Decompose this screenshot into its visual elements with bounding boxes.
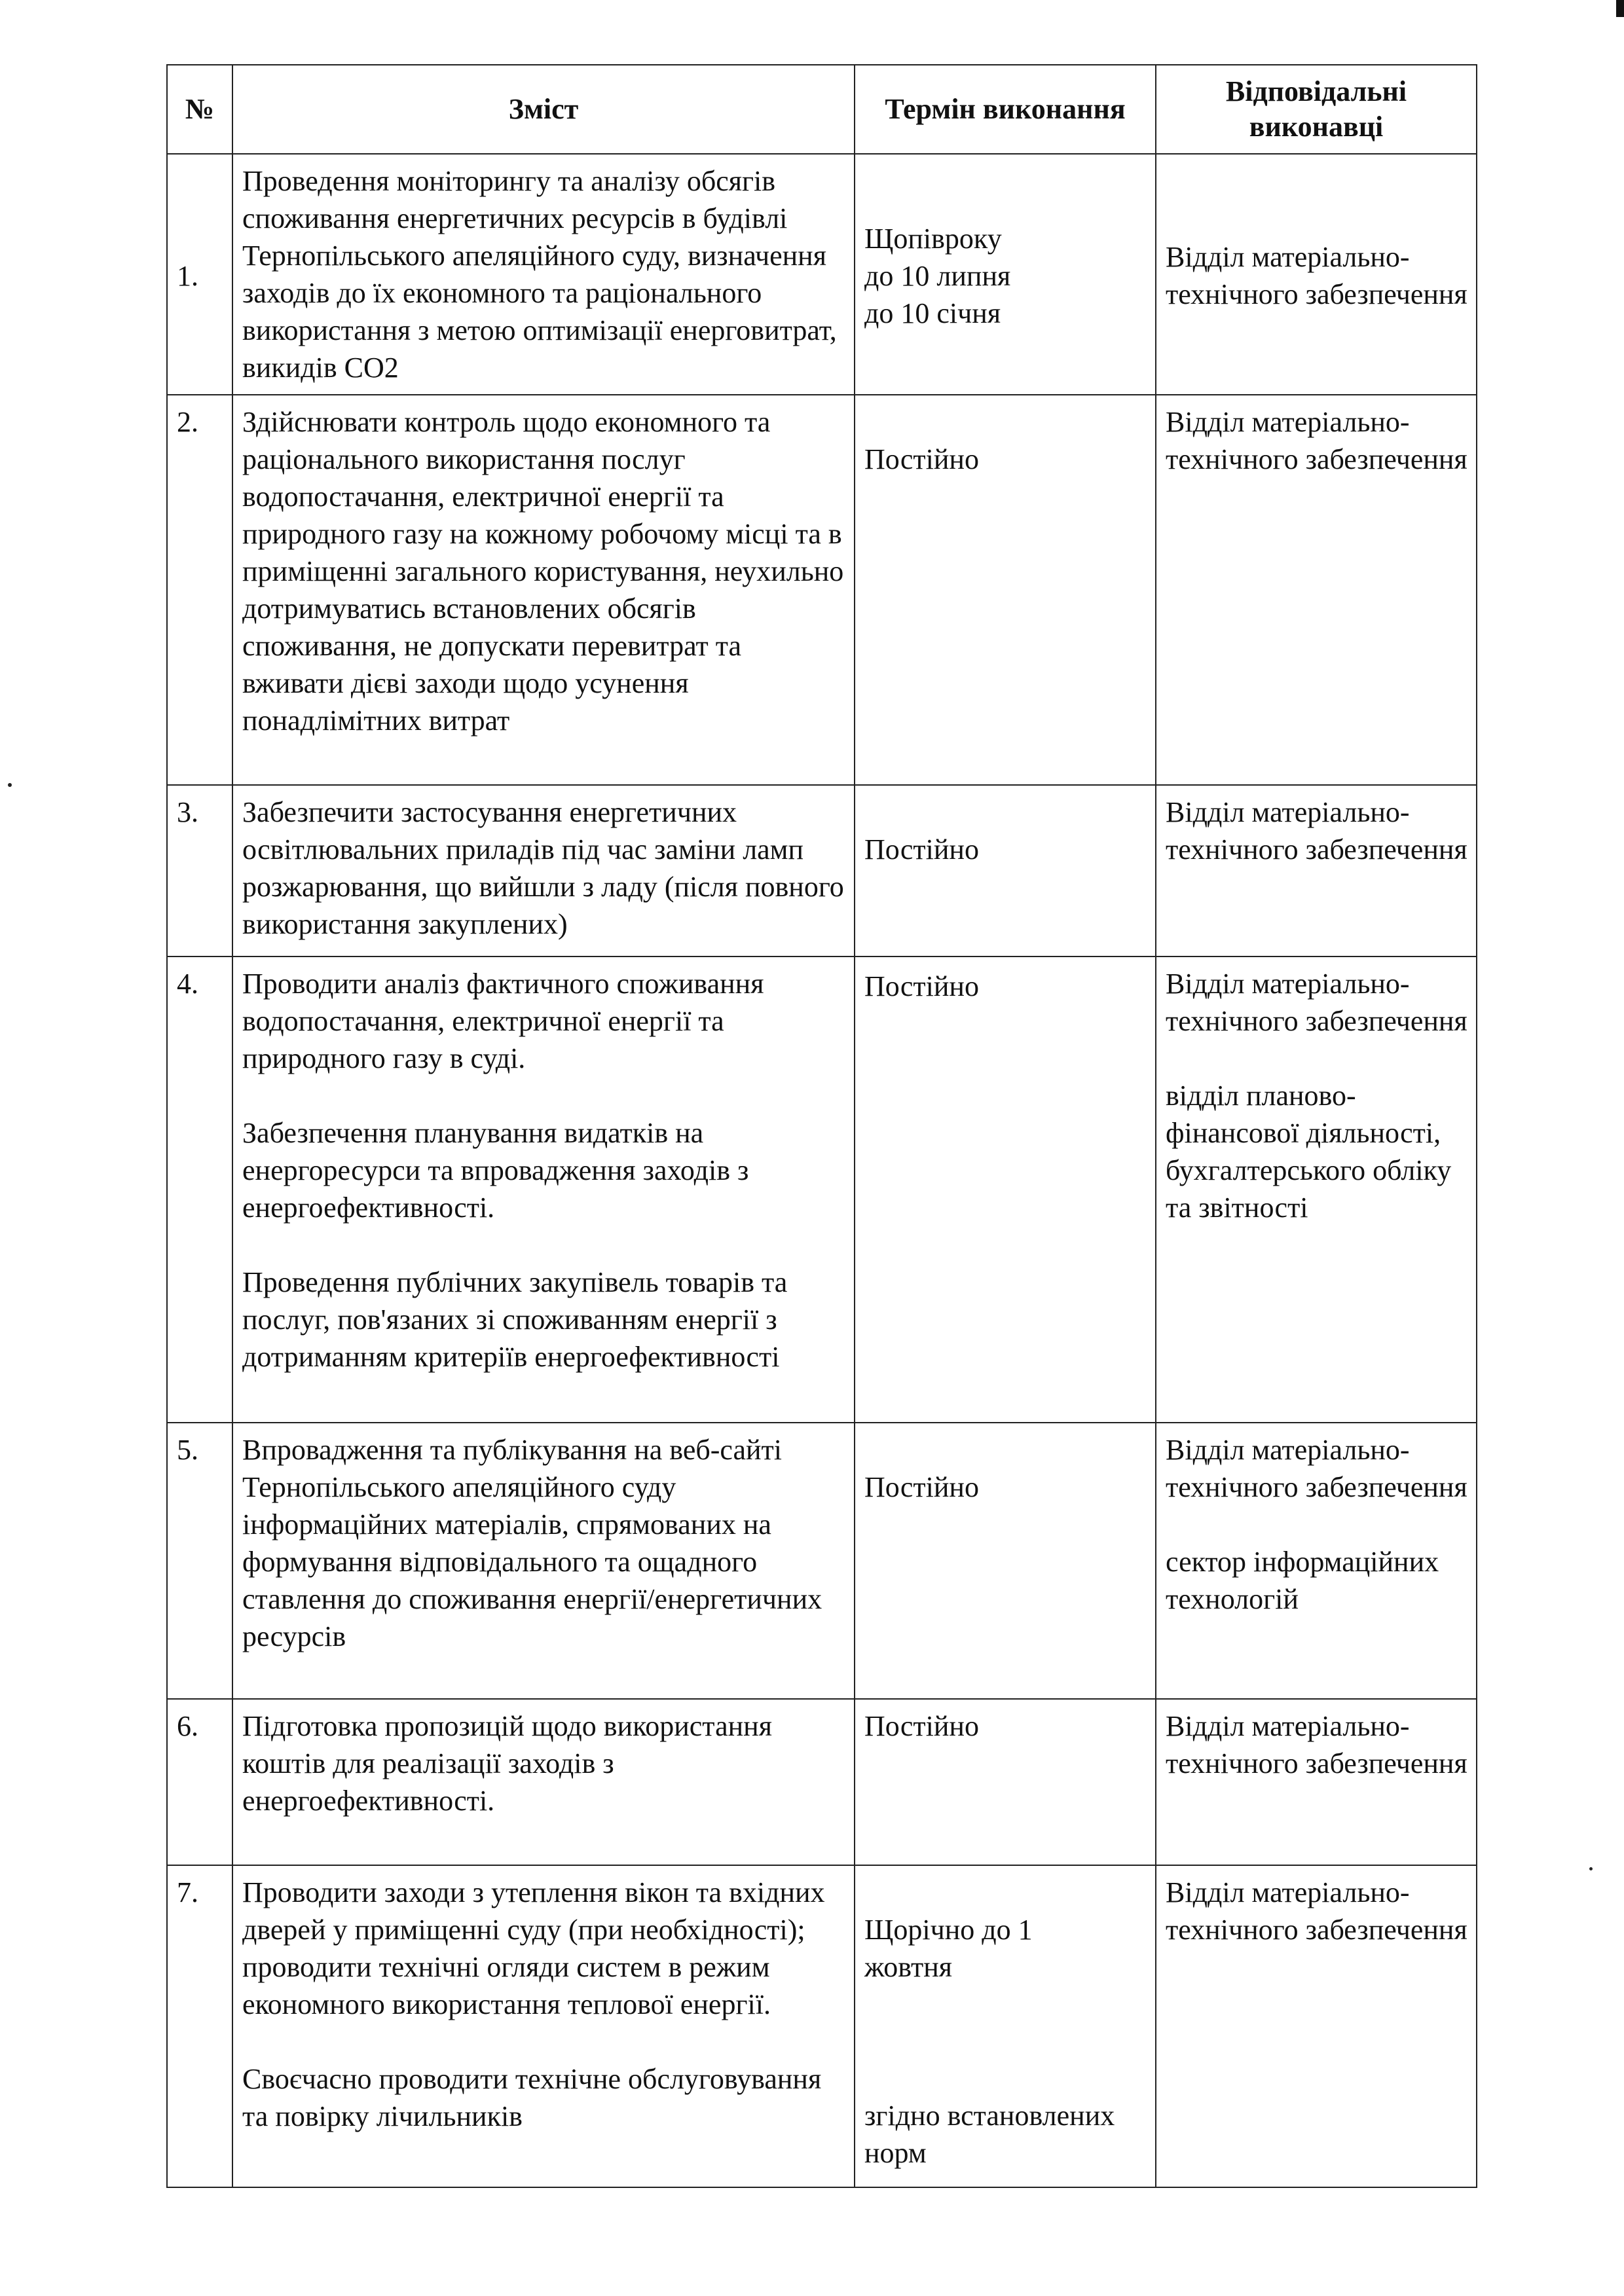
- row-content: [232, 1423, 855, 1699]
- content-paragraph: Проведення моніторингу та аналізу обсягів споживання енергетичних ресурсів в будівлі Тернопільського апеляційного суду, визначення заходів до їх економного та раціонального використання з метою оптимізації енерговитрат, викидів CO2: [242, 165, 837, 384]
- table-row: [167, 395, 1477, 785]
- term-text: Постійно: [864, 970, 979, 1002]
- content-paragraph: Проведення публічних закупівель товарів та послуг, пов'язаних зі споживанням енергії з дотриманням критеріїв енергоефективності: [242, 1266, 788, 1373]
- content-paragraph: Проводити заходи з утеплення вікон та вхідних дверей у приміщенні суду (при необхідності); проводити технічні огляди систем в режим економного використання теплової енергії.: [242, 1876, 825, 2020]
- row-number: 5.: [167, 1423, 232, 1699]
- responsible-text: Відділ матеріально-технічного забезпечення: [1166, 406, 1467, 475]
- content-paragraph: Підготовка пропозицій щодо використання коштів для реалізації заходів з енергоефективності.: [242, 1710, 772, 1817]
- content-paragraph: Забезпечення планування видатків на енергоресурси та впровадження заходів з енергоефективності.: [242, 1117, 749, 1224]
- row-term: [855, 395, 1156, 785]
- content-paragraph: Своєчасно проводити технічне обслуговування та повірку лічильників: [242, 2063, 822, 2132]
- table-row: [167, 1699, 1477, 1865]
- row-term: [855, 785, 1156, 957]
- row-responsible: [1156, 1699, 1477, 1865]
- term-text: Щопівроку до 10 липня до 10 січня: [864, 222, 1011, 329]
- responsible-text: Відділ матеріально-технічного забезпечення: [1166, 1876, 1467, 1946]
- row-number: 1.: [167, 154, 232, 395]
- table-header-row: [167, 65, 1477, 154]
- responsible-text: Відділ матеріально-технічного забезпечення: [1166, 1434, 1467, 1503]
- table-row: [167, 1423, 1477, 1699]
- row-term: [855, 957, 1156, 1423]
- row-responsible: [1156, 1423, 1477, 1699]
- table-row: [167, 1865, 1477, 2187]
- term-text: Постійно: [864, 443, 979, 475]
- row-responsible: [1156, 395, 1477, 785]
- row-term: [855, 1865, 1156, 2187]
- row-number: 4.: [167, 957, 232, 1423]
- row-content: [232, 395, 855, 785]
- term-text: згідно встановлених норм: [864, 2100, 1115, 2169]
- term-text: Постійно: [864, 1471, 979, 1503]
- responsible-text: Відділ матеріально-технічного забезпечення: [1166, 1710, 1467, 1779]
- measures-table-wrapper: [166, 64, 1476, 2188]
- header-term: Термін виконання: [855, 65, 1156, 154]
- content-paragraph: Забезпечити застосування енергетичних освітлювальних приладів під час заміни ламп розжарювання, що вийшли з ладу (після повного використання закуплених): [242, 796, 844, 940]
- row-responsible: [1156, 1865, 1477, 2187]
- content-paragraph: Впровадження та публікування на веб-сайті Тернопільського апеляційного суду інформаційних матеріалів, спрямованих на формування відповідального та ощадного ставлення до споживання енергії/енергетичних ресурсів: [242, 1434, 822, 1652]
- row-number: 2.: [167, 395, 232, 785]
- scan-edge-mark: [1616, 0, 1624, 17]
- row-term: [855, 1699, 1156, 1865]
- responsible-text: Відділ матеріально-технічного забезпечення: [1166, 241, 1467, 310]
- responsible-text: відділ планово-фінансової діяльності, бухгалтерського обліку та звітності: [1166, 1080, 1452, 1224]
- header-content: Зміст: [232, 65, 855, 154]
- content-paragraph: Проводити аналіз фактичного споживання водопостачання, електричної енергії та природного газу в суді.: [242, 968, 764, 1074]
- row-responsible: [1156, 154, 1477, 395]
- responsible-text: сектор інформаційних технологій: [1166, 1546, 1439, 1615]
- responsible-text: Відділ матеріально-технічного забезпечення: [1166, 968, 1467, 1037]
- term-text: Постійно: [864, 1710, 979, 1742]
- row-number: 7.: [167, 1865, 232, 2187]
- responsible-text: Відділ матеріально-технічного забезпечення: [1166, 796, 1467, 866]
- measures-table: [166, 64, 1477, 2188]
- row-term: [855, 1423, 1156, 1699]
- table-row: [167, 785, 1477, 957]
- row-content: [232, 1865, 855, 2187]
- scan-speck: [1589, 1867, 1593, 1870]
- table-row: [167, 957, 1477, 1423]
- row-responsible: [1156, 957, 1477, 1423]
- row-content: [232, 785, 855, 957]
- header-responsible: Відповідальні виконавці: [1156, 65, 1477, 154]
- content-paragraph: Здійснювати контроль щодо економного та раціонального використання послуг водопостачання, електричної енергії та природного газу на кожному робочому місці та в приміщенні загального користування, неухильно дотримуватись встановлених обсягів споживання, не допускати перевитрат та вживати дієві заходи щодо усунення понадлімітних витрат: [242, 406, 844, 737]
- table-row: [167, 154, 1477, 395]
- row-content: [232, 957, 855, 1423]
- header-number: №: [167, 65, 232, 154]
- term-text: Щорічно до 1 жовтня: [864, 1914, 1033, 1983]
- term-text: Постійно: [864, 833, 979, 866]
- row-number: 3.: [167, 785, 232, 957]
- row-number: 6.: [167, 1699, 232, 1865]
- row-content: [232, 154, 855, 395]
- row-term: [855, 154, 1156, 395]
- row-responsible: [1156, 785, 1477, 957]
- scan-speck: [8, 783, 12, 787]
- row-content: [232, 1699, 855, 1865]
